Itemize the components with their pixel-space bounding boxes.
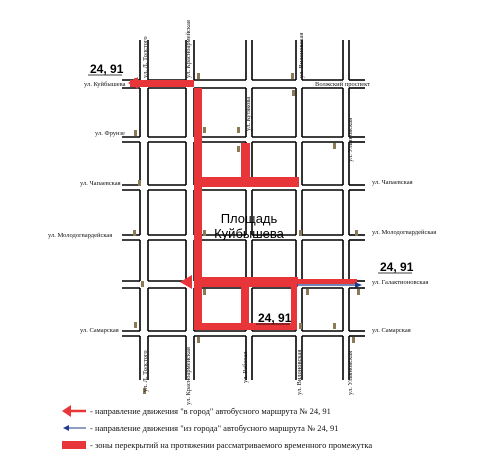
street-rabochaya: ул. Рабочая bbox=[242, 351, 249, 383]
street-ulyanovskaya-bottom: ул. Ульяновская bbox=[347, 350, 354, 395]
street-l-tolstogo-bottom: ул. Л. Толстого bbox=[142, 350, 149, 392]
legend-item-inbound bbox=[62, 405, 331, 417]
red-bar-icon bbox=[62, 441, 86, 449]
traffic-light-icon bbox=[291, 73, 294, 79]
square-name-line1: Площадь bbox=[220, 211, 278, 226]
street-samarskaya-right: ул. Самарская bbox=[372, 327, 411, 334]
traffic-light-icon bbox=[203, 230, 206, 236]
traffic-light-icon bbox=[197, 73, 200, 79]
legend-text-outbound: - направление движения "из города" автобусного маршрута № 24, 91 bbox=[90, 423, 339, 433]
blue-arrow-icon bbox=[355, 282, 362, 288]
closure-chapaevskaya bbox=[202, 177, 299, 187]
street-l-tolstogo-top: ул. Л. Толстого bbox=[142, 36, 149, 78]
street-kuibysheva: ул. Куйбышева bbox=[84, 81, 126, 88]
street-samarskaya-left: ул. Самарская bbox=[80, 327, 119, 334]
traffic-light-icon bbox=[306, 289, 309, 295]
traffic-light-icon bbox=[197, 337, 200, 343]
street-vilonovskaya-top: ул. Вилоновская bbox=[298, 32, 305, 78]
street-kutyakova: ул. Кутякова bbox=[245, 96, 252, 131]
red-arrow-icon bbox=[62, 405, 71, 417]
traffic-light-icon bbox=[299, 323, 302, 329]
closure-krasnoarmeyskaya bbox=[194, 88, 202, 330]
traffic-light-icon bbox=[333, 143, 336, 149]
traffic-light-icon bbox=[203, 127, 206, 133]
street-chapaevskaya-left: ул. Чапаевская bbox=[80, 180, 121, 187]
street-krasnoarmeyskaya-bottom: ул. Красноармейская bbox=[185, 347, 192, 405]
traffic-light-icon bbox=[357, 289, 360, 295]
traffic-light-icon bbox=[134, 130, 137, 136]
street-chapaevskaya-right: ул. Чапаевская bbox=[372, 179, 413, 186]
traffic-light-icon bbox=[355, 230, 358, 236]
closure-galaktionovskaya bbox=[202, 277, 298, 287]
street-vilonovskaya-bottom: ул. Вилоновская bbox=[296, 349, 303, 395]
route-label-right: 24, 91 bbox=[380, 260, 414, 274]
street-ulyanovskaya-top: ул. Ульяновская bbox=[347, 117, 354, 162]
traffic-light-icon bbox=[299, 230, 302, 236]
traffic-light-icon bbox=[138, 180, 141, 186]
legend-text-closure: - зоны перекрытий на протяжении рассматриваемого временного промежутка bbox=[90, 440, 373, 450]
traffic-light-icon bbox=[237, 146, 240, 152]
closure-kuibysheva bbox=[130, 80, 194, 87]
traffic-light-icon bbox=[237, 127, 240, 133]
route-label-top-left: 24, 91 bbox=[90, 62, 124, 76]
closure-rabochaya bbox=[241, 287, 249, 329]
closure-vilonovskaya bbox=[291, 281, 297, 330]
legend-text-inbound: - направление движения "в город" автобусного маршрута № 24, 91 bbox=[90, 406, 331, 416]
street-frunze: ул. Фрунзе bbox=[95, 130, 125, 137]
traffic-light-icon bbox=[134, 322, 137, 328]
traffic-light-icon bbox=[203, 289, 206, 295]
square-name-line2: Куйбышева bbox=[214, 226, 284, 241]
street-galaktionovskaya: ул. Галактионовская bbox=[372, 279, 429, 286]
traffic-light-icon bbox=[333, 323, 336, 329]
traffic-light-icon bbox=[352, 337, 355, 343]
street-molodogvardeyskaya-right: ул. Молодогвардейская bbox=[372, 229, 437, 236]
traffic-light-icon bbox=[141, 281, 144, 287]
street-molodogvardeyskaya-left: ул. Молодогвардейская bbox=[48, 232, 113, 239]
route-label-bottom: 24, 91 bbox=[258, 311, 292, 325]
street-krasnoarmeyskaya-top: ул. Красноармейская bbox=[185, 20, 192, 78]
traffic-light-icon bbox=[292, 90, 295, 96]
traffic-light-icon bbox=[133, 230, 136, 236]
closure-galaktionovskaya-east bbox=[297, 279, 357, 284]
street-volzhsky: Волжский проспект bbox=[315, 81, 371, 88]
legend bbox=[62, 405, 372, 450]
legend-item-closure bbox=[62, 440, 372, 450]
blue-arrow-icon bbox=[63, 425, 69, 431]
closure-zones bbox=[130, 80, 357, 330]
legend-item-outbound bbox=[63, 423, 339, 433]
